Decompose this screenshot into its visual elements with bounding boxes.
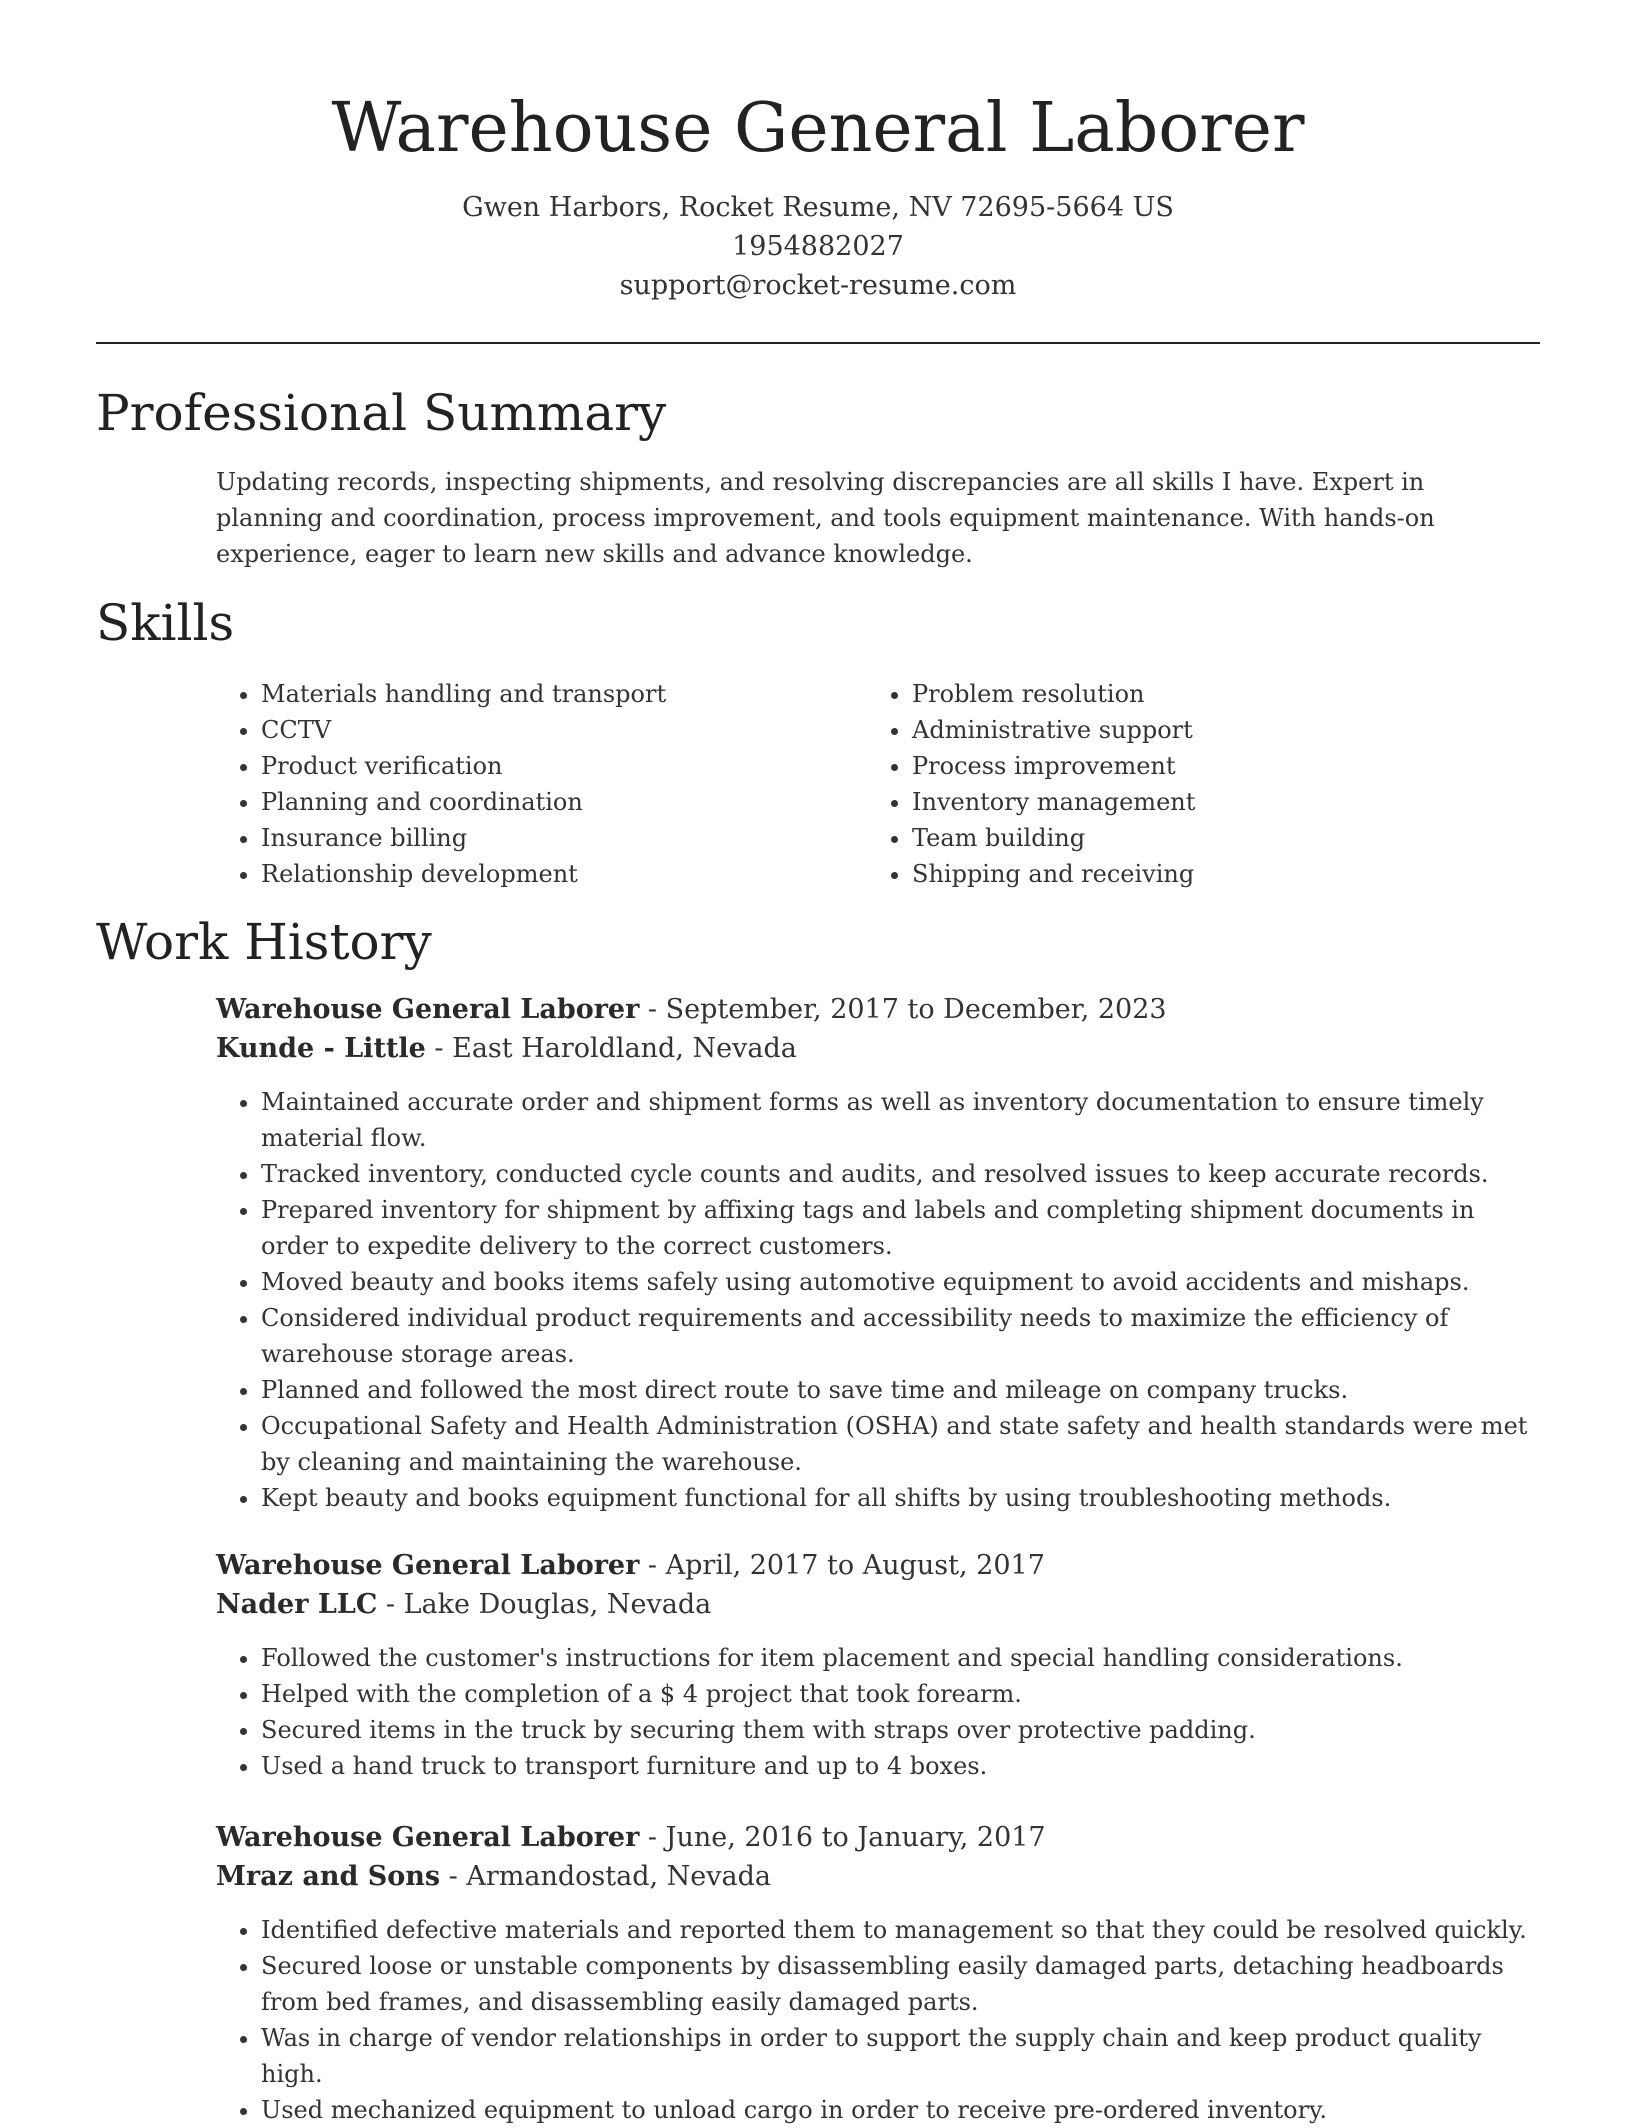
skill-item: • Inventory management: [912, 784, 1518, 820]
job-company-line: [216, 1857, 1536, 1896]
job-location: - Armandostad, Nevada: [440, 1861, 772, 1892]
skills-heading: Skills: [96, 594, 235, 652]
job-bullet: • Occupational Safety and Health Administration (OSHA) and state safety and health standards were met by cleaning and maintaining the warehouse.: [261, 1408, 1536, 1480]
skill-item: • Administrative support: [912, 712, 1518, 748]
skill-item: • Product verification: [261, 748, 867, 784]
skills-list: [216, 676, 1526, 892]
skill-item: • Problem resolution: [912, 676, 1518, 712]
job-bullet: • Secured loose or unstable components by disassembling easily damaged parts, detaching headboards from bed frames, and disassembling easily damaged parts.: [261, 1948, 1536, 2020]
job-bullets: [216, 1640, 1536, 1784]
job-bullet: • Used a hand truck to transport furniture and up to 4 boxes.: [261, 1748, 1536, 1784]
job-bullet: • Kept beauty and books equipment functional for all shifts by using troubleshooting methods.: [261, 1480, 1536, 1516]
job-title-line: [216, 990, 1536, 1029]
job-bullet: • Secured items in the truck by securing them with straps over protective padding.: [261, 1712, 1536, 1748]
job-dates: - September, 2017 to December, 2023: [639, 994, 1167, 1025]
summary-heading: Professional Summary: [96, 384, 667, 442]
job-company-line: [216, 1585, 1536, 1624]
work-history-heading: Work History: [96, 913, 432, 971]
job-position: Warehouse General Laborer: [216, 994, 640, 1025]
contact-address: Gwen Harbors, Rocket Resume, NV 72695-5664 US: [462, 192, 1174, 223]
job-bullet: • Was in charge of vendor relationships in order to support the supply chain and keep product quality high.: [261, 2020, 1536, 2092]
job-bullet: • Helped with the completion of a $ 4 project that took forearm.: [261, 1676, 1536, 1712]
job-bullets: [216, 1084, 1536, 1516]
job-company: Kunde - Little: [216, 1033, 426, 1064]
skill-item: • Relationship development: [261, 856, 867, 892]
job-bullet: • Moved beauty and books items safely using automotive equipment to avoid accidents and mishaps.: [261, 1264, 1536, 1300]
skills-column-left: [216, 676, 867, 892]
skill-item: • Process improvement: [912, 748, 1518, 784]
job-location: - East Haroldland, Nevada: [425, 1033, 797, 1064]
job-title-line: [216, 1818, 1536, 1857]
job-entry: [216, 1546, 1536, 1784]
skill-item: • Shipping and receiving: [912, 856, 1518, 892]
contact-email: support@rocket-resume.com: [619, 270, 1017, 301]
job-bullet: • Tracked inventory, conducted cycle counts and audits, and resolved issues to keep accurate records.: [261, 1156, 1536, 1192]
resume-header: [96, 84, 1540, 305]
job-company: Mraz and Sons: [216, 1861, 441, 1892]
skill-item: • Insurance billing: [261, 820, 867, 856]
skill-item: • Materials handling and transport: [261, 676, 867, 712]
skill-item: • Team building: [912, 820, 1518, 856]
contact-info: [96, 188, 1540, 305]
job-dates: - June, 2016 to January, 2017: [639, 1822, 1046, 1853]
job-bullet: • Prepared inventory for shipment by affixing tags and labels and completing shipment documents in order to expedite delivery to the correct customers.: [261, 1192, 1536, 1264]
job-entry: [216, 990, 1536, 1516]
job-dates: - April, 2017 to August, 2017: [639, 1550, 1045, 1581]
skills-column-right: [867, 676, 1518, 892]
job-position: Warehouse General Laborer: [216, 1550, 640, 1581]
job-location: - Lake Douglas, Nevada: [377, 1589, 712, 1620]
job-company-line: [216, 1029, 1536, 1068]
job-bullet: • Used mechanized equipment to unload cargo in order to receive pre-ordered inventory.: [261, 2092, 1536, 2128]
job-position: Warehouse General Laborer: [216, 1822, 640, 1853]
job-bullet: • Identified defective materials and reported them to management so that they could be resolved quickly.: [261, 1912, 1536, 1948]
job-bullet: • Planned and followed the most direct route to save time and mileage on company trucks.: [261, 1372, 1536, 1408]
job-entry: [216, 1818, 1536, 2128]
skill-item: • CCTV: [261, 712, 867, 748]
job-title-line: [216, 1546, 1536, 1585]
contact-phone: 1954882027: [732, 231, 904, 262]
job-bullet: • Followed the customer's instructions for item placement and special handling considerations.: [261, 1640, 1536, 1676]
candidate-title: Warehouse General Laborer: [331, 89, 1305, 168]
job-bullet: • Considered individual product requirements and accessibility needs to maximize the efficiency of warehouse storage areas.: [261, 1300, 1536, 1372]
summary-text: Updating records, inspecting shipments, and resolving discrepancies are all skills I have. Expert in planning and coordination, process improvement, and tools equipment maintenance. With hands-on experience, eager to learn new skills and advance knowledge.: [216, 468, 1435, 568]
job-bullets: [216, 1912, 1536, 2128]
header-divider: [96, 342, 1540, 344]
job-company: Nader LLC: [216, 1589, 378, 1620]
job-bullet: • Maintained accurate order and shipment forms as well as inventory documentation to ensure timely material flow.: [261, 1084, 1536, 1156]
skill-item: • Planning and coordination: [261, 784, 867, 820]
